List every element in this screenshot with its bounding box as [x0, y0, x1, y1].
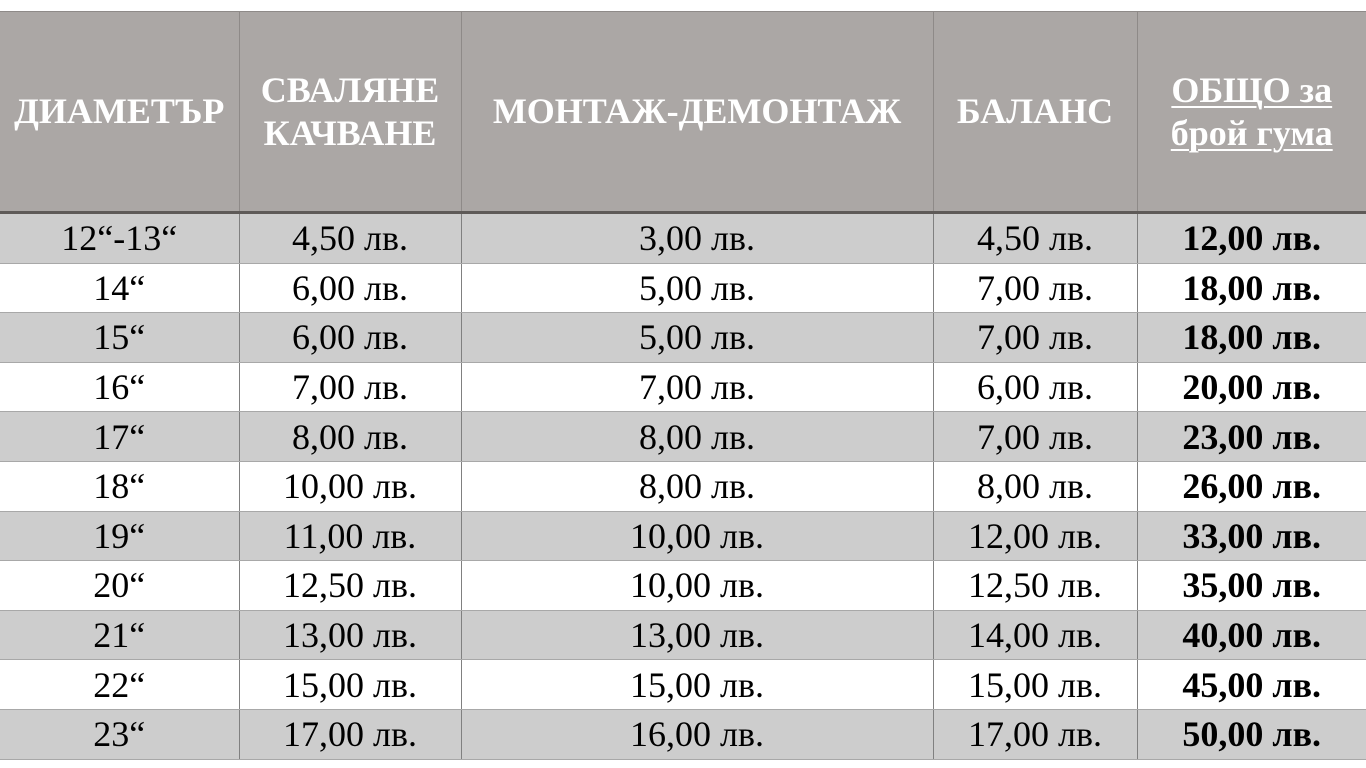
header-mounting-dismounting: МОНТАЖ-ДЕМОНТАЖ: [461, 12, 933, 213]
total-price-cell: 23,00 лв.: [1137, 412, 1366, 462]
mounting-price-cell: 10,00 лв.: [461, 561, 933, 611]
removal-price-cell: 17,00 лв.: [239, 709, 461, 759]
balance-price-cell: 12,00 лв.: [933, 511, 1137, 561]
balance-price-cell: 7,00 лв.: [933, 263, 1137, 313]
removal-price-cell: 15,00 лв.: [239, 660, 461, 710]
table-row: [0, 511, 1366, 561]
table-row: [0, 263, 1366, 313]
total-price-cell: 40,00 лв.: [1137, 610, 1366, 660]
mounting-price-cell: 15,00 лв.: [461, 660, 933, 710]
balance-price-cell: 8,00 лв.: [933, 461, 1137, 511]
balance-price-cell: 7,00 лв.: [933, 412, 1137, 462]
balance-price-cell: 17,00 лв.: [933, 709, 1137, 759]
removal-price-cell: 7,00 лв.: [239, 362, 461, 412]
balance-price-cell: 14,00 лв.: [933, 610, 1137, 660]
table-body: [0, 213, 1366, 760]
diameter-cell: 14“: [0, 263, 239, 313]
tire-service-price-table: [0, 11, 1366, 760]
mounting-price-cell: 13,00 лв.: [461, 610, 933, 660]
total-price-cell: 18,00 лв.: [1137, 313, 1366, 363]
total-price-cell: 45,00 лв.: [1137, 660, 1366, 710]
total-price-cell: 12,00 лв.: [1137, 213, 1366, 264]
table-row: [0, 610, 1366, 660]
mounting-price-cell: 10,00 лв.: [461, 511, 933, 561]
diameter-cell: 21“: [0, 610, 239, 660]
mounting-price-cell: 5,00 лв.: [461, 313, 933, 363]
table-row: [0, 213, 1366, 264]
header-total-line2: брой гума: [1170, 112, 1333, 153]
removal-price-cell: 13,00 лв.: [239, 610, 461, 660]
removal-price-cell: 11,00 лв.: [239, 511, 461, 561]
balance-price-cell: 6,00 лв.: [933, 362, 1137, 412]
diameter-cell: 20“: [0, 561, 239, 611]
header-balance: БАЛАНС: [933, 12, 1137, 213]
removal-price-cell: 8,00 лв.: [239, 412, 461, 462]
table-row: [0, 660, 1366, 710]
total-price-cell: 26,00 лв.: [1137, 461, 1366, 511]
diameter-cell: 23“: [0, 709, 239, 759]
mounting-price-cell: 8,00 лв.: [461, 461, 933, 511]
top-margin: [0, 0, 1366, 11]
header-total-per-tire: [1137, 12, 1366, 213]
diameter-cell: 16“: [0, 362, 239, 412]
table-row: [0, 461, 1366, 511]
header-row: [0, 12, 1366, 213]
removal-price-cell: 6,00 лв.: [239, 263, 461, 313]
diameter-cell: 12“-13“: [0, 213, 239, 264]
table-row: [0, 412, 1366, 462]
diameter-cell: 18“: [0, 461, 239, 511]
header-removal-line2: КАЧВАНЕ: [263, 112, 437, 153]
mounting-price-cell: 3,00 лв.: [461, 213, 933, 264]
diameter-cell: 15“: [0, 313, 239, 363]
total-price-cell: 35,00 лв.: [1137, 561, 1366, 611]
mounting-price-cell: 7,00 лв.: [461, 362, 933, 412]
balance-price-cell: 15,00 лв.: [933, 660, 1137, 710]
removal-price-cell: 6,00 лв.: [239, 313, 461, 363]
balance-price-cell: 12,50 лв.: [933, 561, 1137, 611]
header-removal-installation: [239, 12, 461, 213]
balance-price-cell: 7,00 лв.: [933, 313, 1137, 363]
table-row: [0, 561, 1366, 611]
mounting-price-cell: 16,00 лв.: [461, 709, 933, 759]
mounting-price-cell: 5,00 лв.: [461, 263, 933, 313]
header-diameter: ДИАМЕТЪР: [0, 12, 239, 213]
total-price-cell: 20,00 лв.: [1137, 362, 1366, 412]
balance-price-cell: 4,50 лв.: [933, 213, 1137, 264]
diameter-cell: 17“: [0, 412, 239, 462]
table-row: [0, 362, 1366, 412]
removal-price-cell: 12,50 лв.: [239, 561, 461, 611]
total-price-cell: 33,00 лв.: [1137, 511, 1366, 561]
table-row: [0, 313, 1366, 363]
header-removal-line1: СВАЛЯНЕ: [260, 69, 440, 110]
removal-price-cell: 10,00 лв.: [239, 461, 461, 511]
header-total-line1: ОБЩО за: [1171, 69, 1333, 110]
mounting-price-cell: 8,00 лв.: [461, 412, 933, 462]
total-price-cell: 50,00 лв.: [1137, 709, 1366, 759]
diameter-cell: 22“: [0, 660, 239, 710]
total-price-cell: 18,00 лв.: [1137, 263, 1366, 313]
table-row: [0, 709, 1366, 759]
diameter-cell: 19“: [0, 511, 239, 561]
removal-price-cell: 4,50 лв.: [239, 213, 461, 264]
table-header: [0, 12, 1366, 213]
